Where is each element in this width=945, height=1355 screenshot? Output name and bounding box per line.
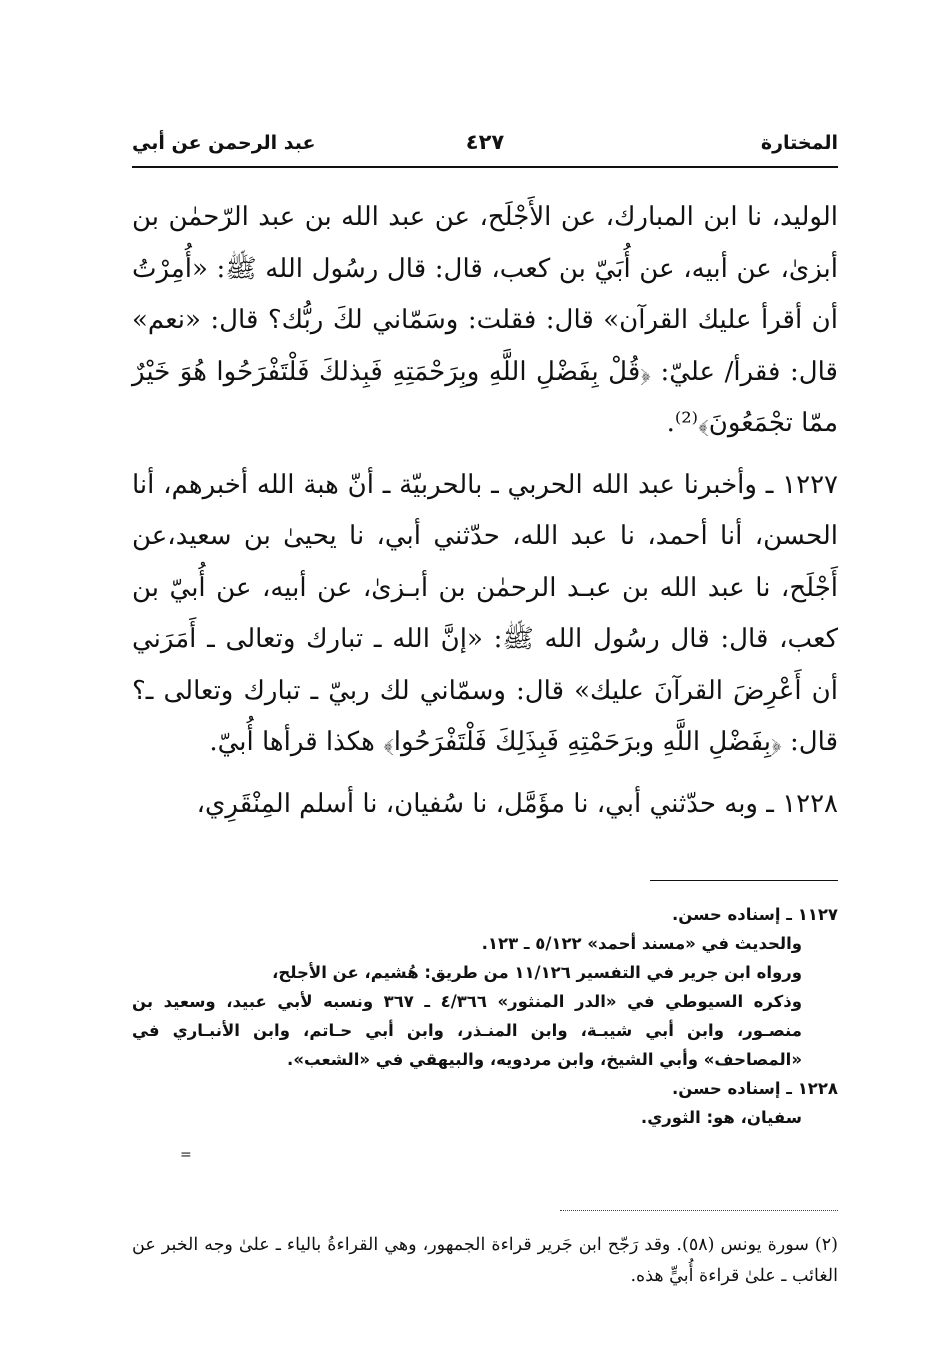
page-number: ٤٢٧ (465, 130, 505, 154)
main-text (132, 192, 838, 830)
header-divider (132, 166, 838, 168)
page-header (132, 128, 838, 164)
paragraph-1227: ١٢٢٧ ـ وأخبرنا عبد الله الحربي ـ بالحربيّة ـ أنّ هبة الله أخبرهم، أنا الحسن، أنا أحمد، نا عبد الله، حدّثني أبي، نا يحيىٰ بن سعيد،عن أَجْلَح، نا عبد الله بن عبـد الرحمٰن بن أبـزىٰ، عن أبيه، عن أُبيّ بن كعب، قال: قال رسُول الله ﷺ: «إنَّ الله ـ تبارك وتعالى ـ أَمَرَني أن أَعْرِضَ القرآنَ عليك» قال: وسمّاني لك ربيّ ـ تبارك وتعالى ـ؟ قال: ﴿بِفَضْلِ اللَّهِ وبرَحَمْتِهِ فَبِذَلِكَ فَلْتَفْرَحُوا﴾ هكذا قرأها أُبيّ. (132, 469, 838, 757)
margin-mark: = (180, 1147, 192, 1163)
footnote-1127-heading: ١١٢٧ ـ إسناده حسن. (672, 905, 838, 924)
endnote: (٢) سورة يونس (٥٨). وقد رَجّح ابن جَرير قراءة الجمهور، وهي القراءةُ بالياء ـ علىٰ وجه الخبر عن الغائب ـ علىٰ قراءة أُبيٍّ هذه. (132, 1235, 838, 1286)
footnote-1228-heading: ١٢٢٨ ـ إسناده حسن. (672, 1079, 838, 1098)
footnote-divider (650, 880, 838, 881)
book-title: المختارة (760, 132, 838, 154)
footnote-line: سفيان، هو: الثوري. (640, 1108, 802, 1127)
paragraph-1228: ١٢٢٨ ـ وبه حدّثني أبي، نا مؤَمَّل، نا سُفيان، نا أسلم المِنْقَرِي، (196, 788, 838, 819)
section-title: عبد الرحمن عن أبي (132, 132, 316, 154)
footnote-line: ورواه ابن جرير في التفسير ١١/١٢٦ من طريق: هُشيم، عن الأجلح، (272, 963, 802, 982)
footnote-line: وذكره السيوطي في «الدر المنثور» ٤/٣٦٦ ـ ٣٦٧ ونسبه لأبي عبيد، وسعيد بن منصـور، وابن أبي شيبـة، وابن المنـذر، وابن أبي حـاتم، وابن الأنبـاري في «المصاحف» وأبي الشيخ، وابن مردويه، والبيهقي في «الشعب». (132, 992, 802, 1069)
endnote-divider (560, 1210, 838, 1211)
footnote-line: والحديث في «مسند أحمد» ٥/١٢٢ ـ ١٢٣. (481, 934, 802, 953)
paragraph-continuation: الوليد، نا ابن المبارك، عن الأَجْلَح، عن عبد الله بن عبد الرّحمٰن بن أبزىٰ، عن أبيه، عن أُبَيّ بن كعب، قال: قال رسُول الله ﷺ: «أُمِرْتُ أن أقرأ عليك القرآن» قال: فقلت: وسَمّاني لكَ ربُّك؟ قال: «نعم» قال: فقرأ/ عليّ: ﴿قُلْ بِفَضْلِ اللَّهِ وبِرَحْمَتِهِ فَبِذلكَ فَلْتَفْرَحُوا هُوَ خَيْرٌ ممّا تجْمَعُونَ﴾⁽²⁾. (132, 202, 838, 438)
footnotes (132, 900, 838, 1132)
